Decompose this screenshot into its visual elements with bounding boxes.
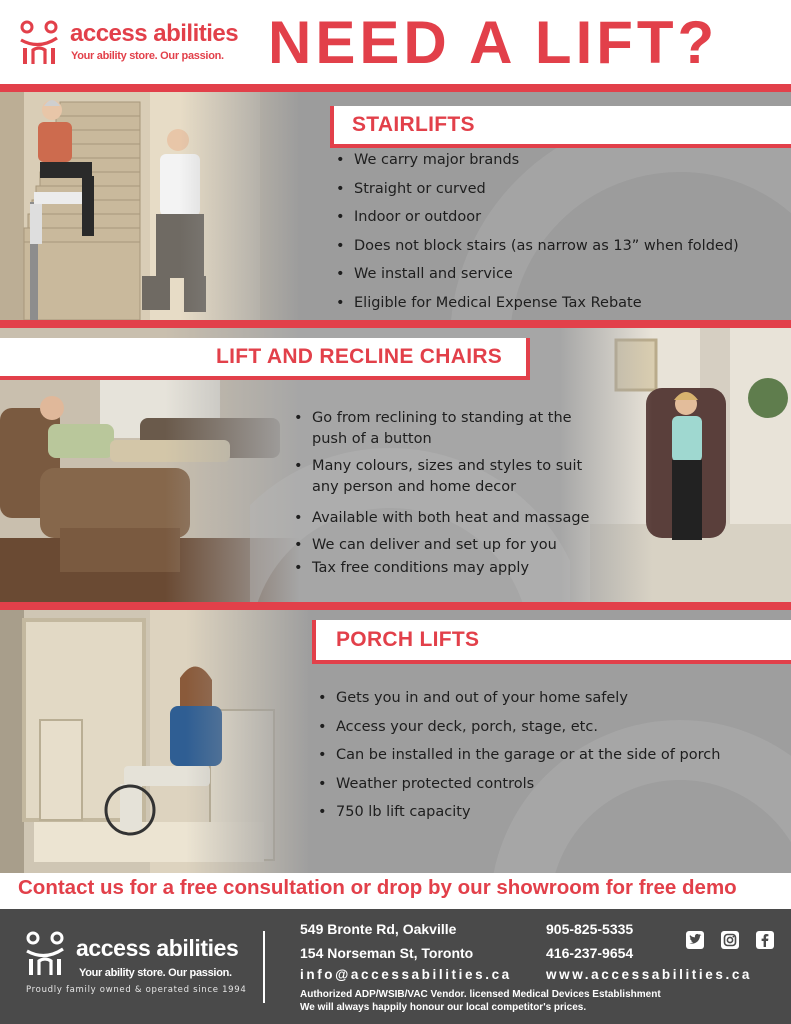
- footer-note: We will always happily honour our local competitor's prices.: [300, 1002, 587, 1013]
- list-item: • Does not block stairs (as narrow as 13” when folded): [334, 232, 739, 261]
- list-item: • Access your deck, porch, stage, etc.: [316, 713, 720, 742]
- list-item: • Straight or curved: [334, 175, 739, 204]
- list-item: • Many colours, sizes and styles to suit: [292, 456, 589, 477]
- facebook-icon[interactable]: [756, 931, 774, 949]
- list-item: • We install and service: [334, 260, 739, 289]
- feature-list: [316, 684, 720, 827]
- brand-tagline: Your ability store. Our passion.: [71, 50, 224, 62]
- list-item: • We can deliver and set up for you: [292, 532, 589, 558]
- feature-list: [334, 146, 739, 317]
- header: [0, 0, 791, 86]
- footer-brand-name: access abilities: [76, 935, 239, 961]
- porch-lift-photo: [0, 610, 310, 873]
- list-item: • Eligible for Medical Expense Tax Rebate: [334, 289, 739, 318]
- section-porch-lifts: [0, 610, 791, 873]
- phone-toronto[interactable]: 416-237-9654: [546, 945, 634, 961]
- divider: [0, 84, 791, 92]
- lift-chair-woman-photo: [560, 328, 791, 602]
- page-headline: NEED A LIFT?: [268, 9, 719, 76]
- footer-brand-tagline: Your ability store. Our passion.: [79, 967, 232, 979]
- list-item: • 750 lb lift capacity: [316, 798, 720, 827]
- divider: [0, 320, 791, 328]
- phone-oakville[interactable]: 905-825-5335: [546, 921, 634, 937]
- brand-logo[interactable]: [18, 18, 248, 70]
- twitter-icon[interactable]: [686, 931, 704, 949]
- stairlift-photo: [0, 92, 300, 320]
- divider: [0, 602, 791, 610]
- footer-divider: [263, 931, 265, 1003]
- address-oakville: 549 Bronte Rd, Oakville: [300, 921, 457, 937]
- list-item: • Indoor or outdoor: [334, 203, 739, 232]
- list-item: • Weather protected controls: [316, 770, 720, 799]
- logo-people-icon: [24, 931, 66, 977]
- list-item: • Go from reclining to standing at the: [292, 408, 589, 429]
- footer-note: Authorized ADP/WSIB/VAC Vendor. licensed Medical Devices Establishment: [300, 989, 661, 1000]
- section-stairlifts: [0, 92, 791, 320]
- list-item-continued: any person and home decor: [312, 479, 517, 495]
- section-title: LIFT AND RECLINE CHAIRS: [216, 345, 503, 368]
- list-item: • Gets you in and out of your home safely: [316, 684, 720, 713]
- contact-cta: [0, 873, 791, 909]
- logo-people-icon: [18, 20, 60, 66]
- address-toronto: 154 Norseman St, Toronto: [300, 945, 474, 961]
- brand-name: access abilities: [70, 20, 239, 47]
- section-title-box: [330, 106, 791, 148]
- list-item: • We carry major brands: [334, 146, 739, 175]
- footer-since: Proudly family owned & operated since 1994: [26, 985, 247, 995]
- website-link[interactable]: www.accessabilities.ca: [546, 967, 753, 982]
- section-lift-chairs: [0, 328, 791, 602]
- list-item: • Tax free conditions may apply: [292, 558, 589, 578]
- footer: [0, 909, 791, 1024]
- section-title: STAIRLIFTS: [352, 113, 475, 136]
- email-link[interactable]: info@accessabilities.ca: [300, 967, 512, 982]
- section-title: PORCH LIFTS: [336, 628, 480, 651]
- section-title-box: [0, 338, 530, 380]
- contact-cta-text: Contact us for a free consultation or drop by our showroom for free demo: [18, 876, 737, 899]
- list-item: • Available with both heat and massage: [292, 504, 589, 532]
- list-item: • Can be installed in the garage or at the side of porch: [316, 741, 720, 770]
- section-title-box: [312, 620, 791, 664]
- instagram-icon[interactable]: [721, 931, 739, 949]
- feature-list: [292, 408, 589, 578]
- list-item-continued: push of a button: [312, 431, 432, 447]
